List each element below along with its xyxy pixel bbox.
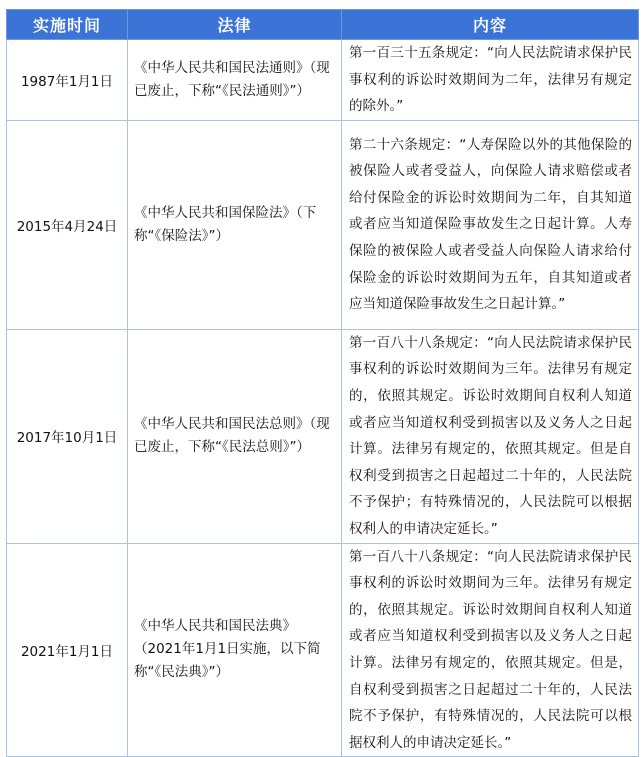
table-row (7, 120, 639, 329)
cell-law: 《中华人民共和国民法通则》（现已废止，下称“《民法通则》”） (128, 40, 342, 121)
cell-content: 第二十六条规定：“人寿保险以外的其他保险的被保险人或者受益人，向保险人请求赔偿或者给付保险金的诉讼时效期间为二年，自其知道或者应当知道保险事故发生之日起计算。人寿保险的被保险人或者受益人向保险人请求给付保险金的诉讼时效期间为五年，自其知道或者应当知道保险事故发生之日起计算。” (342, 120, 639, 329)
cell-law: 《中华人民共和国保险法》（下称“《保险法》”） (128, 120, 342, 329)
table-header-row (7, 10, 639, 40)
header-law: 法律 (128, 10, 342, 40)
cell-content: 第一百八十八条规定：“向人民法院请求保护民事权利的诉讼时效期间为三年。法律另有规定的，依照其规定。诉讼时效期间自权利人知道或者应当知道权利受到损害以及义务人之日起计算。法律另有规定的，依照其规定。但是自权利受到损害之日起超过二十年的，人民法院不予保护；有特殊情况的，人民法院可以根据权利人的申请决定延长。” (342, 329, 639, 543)
table-row (7, 40, 639, 121)
cell-content: 第一百三十五条规定：“向人民法院请求保护民事权利的诉讼时效期间为二年，法律另有规定的除外。” (342, 40, 639, 121)
table-row (7, 329, 639, 543)
table-row (7, 543, 639, 757)
header-effective-date: 实施时间 (7, 10, 128, 40)
header-content: 内容 (342, 10, 639, 40)
cell-law: 《中华人民共和国民法总则》（现已废止，下称“《民法总则》”） (128, 329, 342, 543)
cell-date: 2015年4月24日 (7, 120, 128, 329)
cell-law: 《中华人民共和国民法典》（2021年1月1日实施，以下简称“《民法典》”） (128, 543, 342, 757)
cell-date: 2021年1月1日 (7, 543, 128, 757)
cell-content: 第一百八十八条规定：“向人民法院请求保护民事权利的诉讼时效期间为三年。法律另有规定的，依照其规定。诉讼时效期间自权利人知道或者应当知道权利受到损害以及义务人之日起计算。法律另有规定的，依照其规定。但是，自权利受到损害之日起超过二十年的，人民法院不予保护，有特殊情况的，人民法院可以根据权利人的申请决定延长。” (342, 543, 639, 757)
cell-date: 1987年1月1日 (7, 40, 128, 121)
cell-date: 2017年10月1日 (7, 329, 128, 543)
statute-limitation-table (6, 9, 639, 757)
